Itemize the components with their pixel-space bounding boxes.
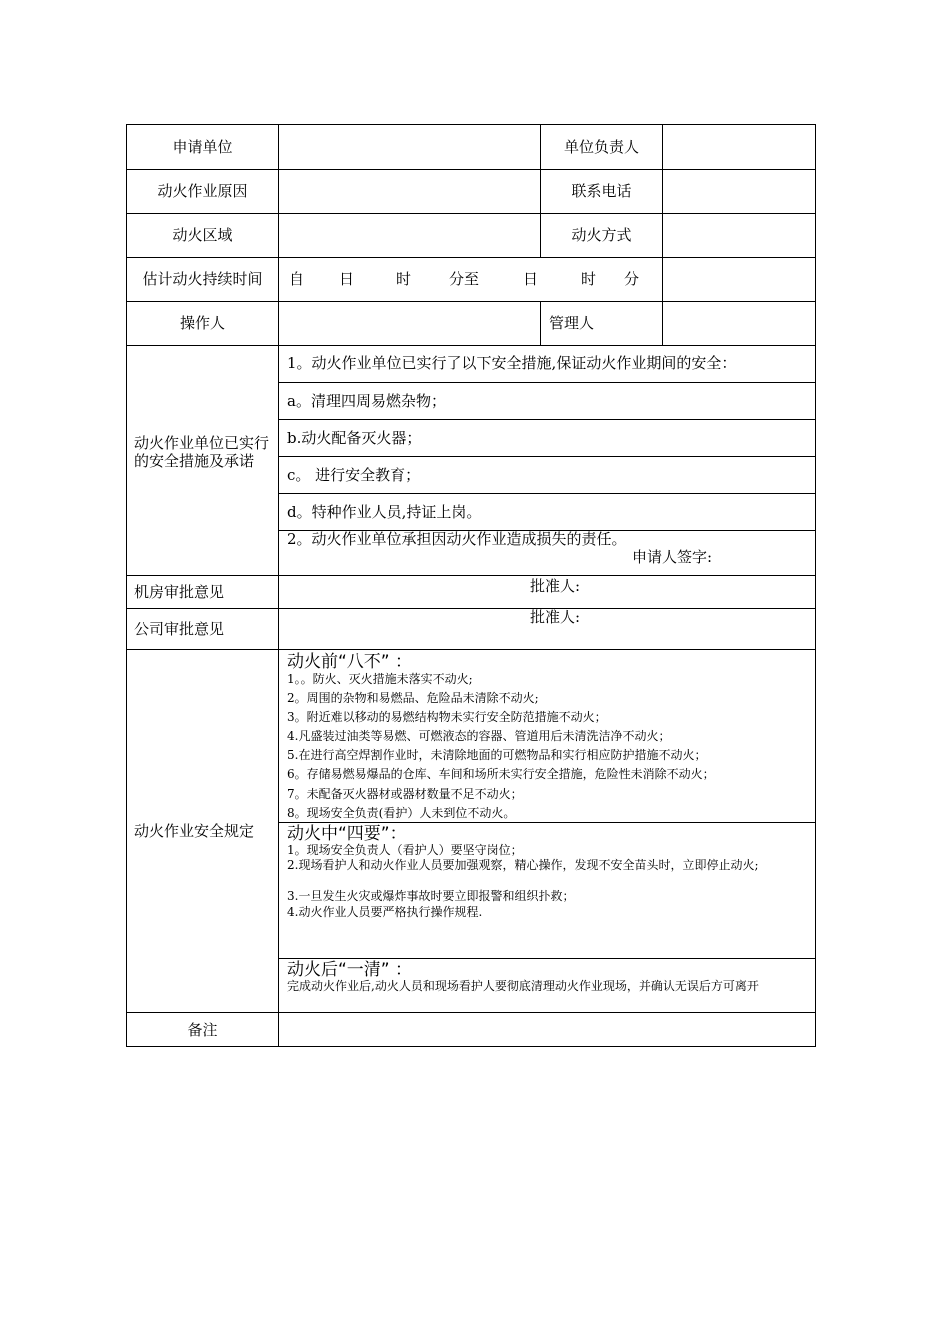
room-approver-label: 批准人:	[530, 577, 581, 595]
unit-leader-label: 单位负责人	[563, 138, 639, 156]
table-border-top	[126, 124, 816, 125]
during-item: 2.现场看护人和动火作业人员要加强观察，精心操作，发现不安全苗头时，立即停止动火;	[287, 858, 759, 872]
before-title: 动火前“八不” ：	[287, 652, 413, 672]
applicant-unit-label: 申请单位	[172, 138, 233, 156]
duration-day: 日	[339, 270, 355, 288]
duration-day-end: 日	[523, 270, 539, 288]
row-divider	[126, 213, 816, 214]
area-field[interactable]	[280, 215, 539, 256]
col-divider	[662, 124, 663, 345]
phone-field[interactable]	[664, 171, 814, 212]
col-divider	[540, 301, 541, 345]
company-approval-label: 公司审批意见	[134, 620, 225, 638]
table-border-bottom	[126, 1046, 816, 1047]
method-label: 动火方式	[571, 226, 632, 244]
row-divider	[126, 345, 816, 346]
before-item: 8。现场安全负责(看护）人未到位不动火。	[287, 806, 516, 820]
row-divider	[126, 649, 816, 650]
measure-item: a。清理四周易燃杂物；	[287, 392, 446, 410]
before-item: 4.凡盛装过油类等易燃、可燃液态的容器、管道用后未清洗洁净不动火；	[287, 729, 671, 743]
measure-item: b.动火配备灭火器；	[287, 429, 422, 447]
measure-item: 2。动火作业单位承担因动火作业造成损失的责任。	[287, 530, 627, 548]
remarks-field[interactable]	[280, 1014, 814, 1045]
during-title: 动火中“四要”：	[287, 824, 407, 844]
duration-label: 估计动火持续时间	[142, 270, 263, 288]
method-field[interactable]	[664, 215, 814, 256]
reason-field[interactable]	[280, 171, 539, 212]
row-divider	[126, 608, 816, 609]
row-divider	[126, 169, 816, 170]
manager-label: 管理人	[549, 314, 595, 332]
rules-divider	[278, 822, 816, 823]
rules-label: 动火作业安全规定	[134, 822, 255, 840]
measures-label: 动火作业单位已实行的安全措施及承诺	[134, 434, 270, 470]
measure-divider	[278, 419, 816, 420]
after-title: 动火后“一清” ：	[287, 960, 413, 980]
duration-minute-end: 分	[624, 270, 640, 288]
row-divider	[126, 1012, 816, 1013]
row-divider	[126, 257, 816, 258]
duration-hour: 时	[396, 270, 412, 288]
unit-leader-field[interactable]	[664, 126, 814, 168]
rules-divider	[278, 958, 816, 959]
duration-from: 自	[289, 270, 305, 288]
measure-divider	[278, 456, 816, 457]
during-item: 4.动火作业人员要严格执行操作规程.	[287, 905, 483, 919]
room-approval-label: 机房审批意见	[134, 583, 225, 601]
applicant-unit-field[interactable]	[280, 126, 539, 168]
before-item: 6。存储易燃易爆品的仓库、车间和场所未实行安全措施，危险性未消除不动火；	[287, 767, 715, 781]
operator-field[interactable]	[280, 303, 539, 344]
manager-field[interactable]	[664, 303, 814, 344]
during-item: 1。现场安全负责人（看护人）要坚守岗位；	[287, 843, 523, 857]
duration-extra-field[interactable]	[664, 259, 814, 300]
duration-minute-to: 分至	[449, 270, 480, 288]
before-item: 5.在进行高空焊割作业时，未清除地面的可燃物品和实行相应防护措施不动火；	[287, 748, 707, 762]
phone-label: 联系电话	[571, 182, 632, 200]
before-item: 2。周围的杂物和易燃品、危险品未清除不动火;	[287, 691, 539, 705]
during-item: 3.一旦发生火灾或爆炸事故时要立即报警和组织扑救；	[287, 889, 575, 903]
measure-item: d。特种作业人员,持证上岗。	[287, 503, 482, 521]
after-text: 完成动火作业后,动火人员和现场看护人要彻底清理动火作业现场，并确认无误后方可离开	[287, 979, 759, 993]
row-divider	[126, 301, 816, 302]
measure-item: 1。动火作业单位已实行了以下安全措施,保证动火作业期间的安全：	[287, 354, 737, 372]
remarks-label: 备注	[187, 1021, 218, 1039]
before-item: 1。。防火、灭火措施未落实不动火;	[287, 672, 473, 686]
measure-divider	[278, 382, 816, 383]
measure-item: c。 进行安全教育；	[287, 466, 421, 484]
table-border-right	[815, 124, 816, 1047]
reason-label: 动火作业原因	[157, 182, 248, 200]
applicant-sign-label: 申请人签字:	[632, 548, 713, 566]
before-item: 7。未配备灭火器材或器材数量不足不动火；	[287, 787, 523, 801]
col-divider	[278, 124, 279, 1047]
table-border-left	[126, 124, 127, 1047]
company-approver-label: 批准人:	[530, 608, 581, 626]
before-item: 3。附近难以移动的易燃结构物未实行安全防范措施不动火；	[287, 710, 607, 724]
operator-label: 操作人	[179, 314, 225, 332]
area-label: 动火区域	[172, 226, 233, 244]
duration-hour-end: 时	[581, 270, 597, 288]
row-divider	[126, 575, 816, 576]
measure-divider	[278, 493, 816, 494]
